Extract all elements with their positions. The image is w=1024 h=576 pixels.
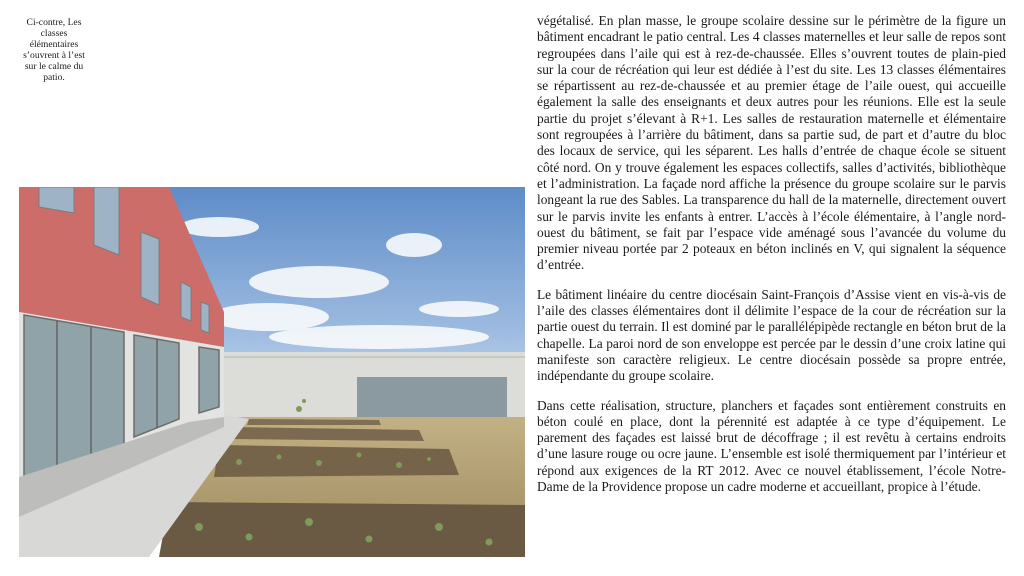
courtyard-photo [19, 187, 525, 557]
photo-caption: Ci-contre, Les classes élémentaires s’ouvrent à l’est sur le calme du patio. [23, 17, 85, 83]
courtyard-photo-illustration [19, 187, 525, 557]
paragraph: végétalisé. En plan masse, le groupe scolaire dessine sur le périmètre de la figure un bâtiment encadrant le patio central. Les 4 classes maternelles et leur salle de repos sont regroupées dans l’aile qui est à rez-de-chaussée. Elles s’ouvrent toutes de plain-pied sur la cour de récréation qui leur est dédiée à l’est du site. Les 13 classes élémentaires se répartissent au rez-de-chaussée et au premier étage de l’aile ouest, qui accueille également la salle des enseignants et deux autres pour les réunions. Elle est la seule partie du projet s’élevant à R+1. Les salles de restauration maternelle et élémentaire sont regroupées à l’arrière du bâtiment, dans sa partie sud, de part et d’autre du bloc des locaux de service, qui les séparent. Les halls d’entrée de chaque école se situent côté nord. On y trouve également les espaces collectifs, salles d’activités, bibliothèque et l’administration. La façade nord affiche la présence du groupe scolaire sur le parvis longeant la rue des Sables. La transparence du hall de la maternelle, directement ouvert sur le parvis invite les enfants à entrer. L’accès à l’école élémentaire, à l’angle nord-ouest du bâtiment, se fait par l’espace vide aménagé sous l’avancée du volume du premier niveau portée par 2 poteaux en béton inclinés en V, qui signalent la séquence d’entrée. [537, 13, 1006, 273]
paragraph: Le bâtiment linéaire du centre diocésain Saint-François d’Assise vient en vis-à-vis de l’aile des classes élémentaires dont il délimite l’espace de la cour de récréation sur la partie ouest du terrain. Il est dominé par le parallélépipède rectangle en béton brut de la chapelle. La paroi nord de son enveloppe est percée par le dessin d’une croix latine qui manifeste son caractère religieux. Le centre diocésain possède sa propre entrée, indépendante du groupe scolaire. [537, 286, 1006, 384]
article-body [537, 13, 1006, 508]
paragraph: Dans cette réalisation, structure, planchers et façades sont entièrement construits en béton coulé en place, dont la pérennité est adaptée à ce type d’équipement. Le parement des façades est laissé brut de décoffrage ; il est revêtu à certains endroits d’une lasure rouge ou ocre jaune. L’ensemble est isolé thermiquement par l’intérieur et répond aux exigences de la RT 2012. Avec ce nouvel établissement, l’école Notre-Dame de la Providence propose un cadre moderne et accueillant, propice à l’étude. [537, 397, 1006, 495]
back-windows [357, 377, 507, 417]
